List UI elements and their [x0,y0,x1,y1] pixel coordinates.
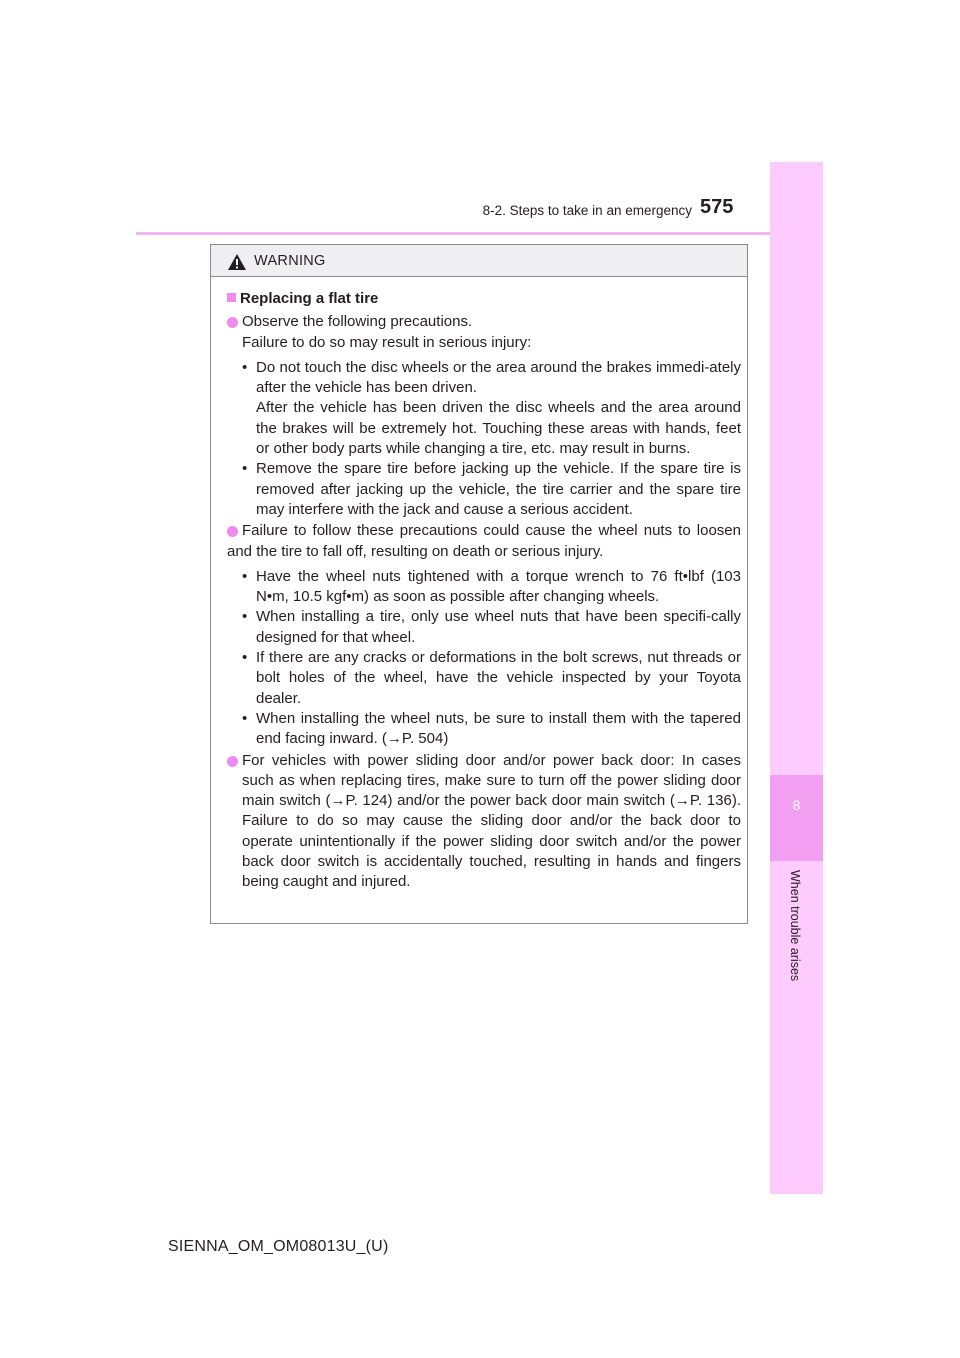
list-item-text: After the vehicle has been driven the disc wheels and the area around the brakes will be extremely hot. Touching these areas with hands, feet or other body parts while changing a tire, etc. may result in burns. [256,399,741,458]
section-heading [211,289,749,309]
chapter-title: When trouble arises [788,870,802,982]
warning-content [211,289,749,893]
page-number: 575 [700,196,734,218]
side-tab [770,162,823,1194]
bullet-marker: • [242,567,248,585]
warning-item-2 [211,521,749,562]
list-item [211,358,749,399]
list-item [211,398,749,459]
list-item [211,648,749,709]
warning-label: WARNING [254,253,326,269]
warning-header [211,245,747,277]
item3-text: For vehicles with power sliding door and/or power back door: In cases such as when replacing tires, make sure to turn off the power sliding door main switch (→P. 124) and/or the power back door main switch (→P. 136). Failure to do so may cause the sliding door and/or the back door to operate unintentionally if the power sliding door switch and/or the power back door switch is accidentally touched, resulting in hands and fingers being caught and injured. [242,751,741,891]
warning-triangle-icon [227,253,247,271]
warning-box [210,244,748,924]
list-item-text: When installing a tire, only use wheel nuts that have been specifi-cally designed for that wheel. [256,608,741,646]
item1-line2: Failure to do so may result in serious injury: [242,333,532,351]
bullet-marker: • [242,649,248,667]
warning-item-1 [211,312,749,353]
header-rule [136,232,823,235]
section-heading-text: Replacing a flat tire [240,290,379,307]
bullet-marker: • [242,460,248,478]
list-item-text: When installing the wheel nuts, be sure to install them with the tapered end facing inward. (→P. 504) [256,709,741,748]
circle-bullet-icon [227,756,238,767]
list-item-text: Do not touch the disc wheels or the area around the brakes immedi-ately after the vehicle has been driven. [256,358,741,397]
list-item-text: If there are any cracks or deformations in the bolt screws, nut threads or bolt holes of the wheel, have the vehicle inspected by your Toyota dealer. [256,649,741,707]
list-item [211,567,749,608]
footer-document-code: SIENNA_OM_OM08013U_(U) [168,1238,389,1255]
list-item [211,459,749,520]
list-item-text: Remove the spare tire before jacking up the vehicle. If the spare tire is removed after jacking up the vehicle, the tire carrier and the spare tire may interfere with the jack and cause a serious accident. [256,460,741,518]
square-bullet-icon [227,293,236,302]
item2-text: Failure to follow these precautions could cause the wheel nuts to loosen and the tire to fall off, resulting on death or serious injury. [227,522,741,560]
list-item [211,607,749,648]
warning-item-3 [211,751,749,893]
item1-line1: Observe the following precautions. [242,313,473,331]
list-item [211,709,749,750]
header-section-title: 8-2. Steps to take in an emergency [482,203,692,218]
circle-bullet-icon [227,317,238,328]
list-item-text: Have the wheel nuts tightened with a torque wrench to 76 ft•lbf (103 N•m, 10.5 kgf•m) as soon as possible after changing wheels. [256,567,741,606]
bullet-marker: • [242,608,248,626]
bullet-marker: • [242,358,248,376]
side-tab-chapter-marker [770,775,823,861]
chapter-number: 8 [792,797,801,813]
bullet-marker: • [242,709,248,727]
